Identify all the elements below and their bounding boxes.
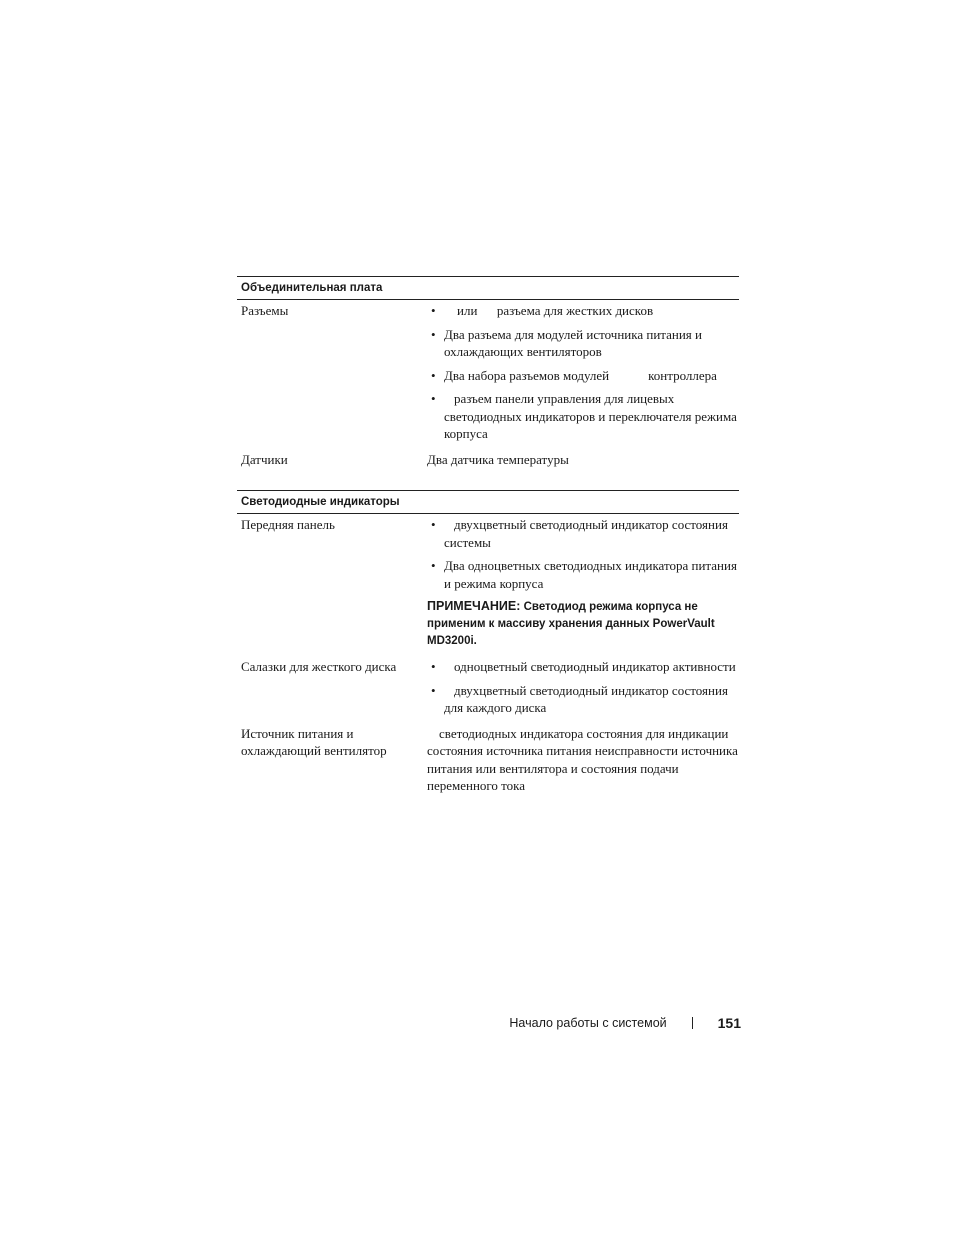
chapter-title: Начало работы с системой xyxy=(509,1016,667,1030)
bullet-icon: • xyxy=(431,326,436,342)
spec-table xyxy=(237,276,739,801)
row-label: Разъемы xyxy=(241,303,289,318)
note-text: Светодиод режима корпуса не применим к массиву хранения данных PowerVault MD3200i. xyxy=(427,601,715,647)
bullet-icon: • xyxy=(431,303,436,318)
list-item: • разъем панели управления для лицевых светодиодных индикаторов и переключателя режима корпуса xyxy=(431,391,737,441)
row-label: Салазки для жесткого диска xyxy=(241,659,397,674)
list-item: • Два разъема для модулей источника питания и охлаждающих вентиляторов xyxy=(431,326,702,359)
row-value: Два датчика температуры xyxy=(427,451,569,467)
page-footer xyxy=(480,1015,741,1031)
list-item: • двухцветный светодиодный индикатор состояния для каждого диска xyxy=(431,682,728,715)
footer-divider xyxy=(692,1017,693,1029)
bullet-icon: • xyxy=(431,367,436,383)
list-item: • или разъема для жестких дисков xyxy=(431,303,654,318)
bullet-icon: • xyxy=(431,659,436,674)
row-value: светодиодных индикатора состояния для индикации состояния источника питания неисправности источника питания или вентилятора и состояния подачи переменного тока xyxy=(427,725,738,793)
row-label: Источник питания и охлаждающий вентилятор xyxy=(241,725,387,758)
list-item: • Два набора разъемов модулей контроллера xyxy=(431,367,717,383)
bullet-icon: • xyxy=(431,517,436,532)
bullet-icon: • xyxy=(431,682,436,698)
bullet-icon: • xyxy=(431,558,436,573)
page-number: 151 xyxy=(717,1015,741,1031)
row-value xyxy=(427,516,739,656)
section-title-leds: Светодиодные индикаторы xyxy=(237,490,739,514)
bullet-list xyxy=(427,516,739,592)
row-value xyxy=(427,302,739,449)
section-title-backplane: Объединительная плата xyxy=(237,276,739,300)
table-row xyxy=(237,449,739,475)
list-item: • Два одноцветных светодиодных индикатора питания и режима корпуса xyxy=(431,558,737,591)
bullet-list xyxy=(427,302,739,443)
note-label: ПРИМЕЧАНИЕ: xyxy=(427,599,521,613)
list-item: • одноцветный светодиодный индикатор активности xyxy=(431,659,736,674)
note-block xyxy=(427,598,739,650)
table-row xyxy=(237,514,739,656)
bullet-icon: • xyxy=(431,391,436,406)
table-row xyxy=(237,723,739,801)
table-row xyxy=(237,656,739,723)
list-item: • двухцветный светодиодный индикатор состояния системы xyxy=(431,517,728,550)
table-row xyxy=(237,300,739,449)
bullet-list xyxy=(427,658,739,717)
row-label: Передняя панель xyxy=(241,517,335,532)
row-value xyxy=(427,658,739,723)
row-label: Датчики xyxy=(241,451,288,467)
